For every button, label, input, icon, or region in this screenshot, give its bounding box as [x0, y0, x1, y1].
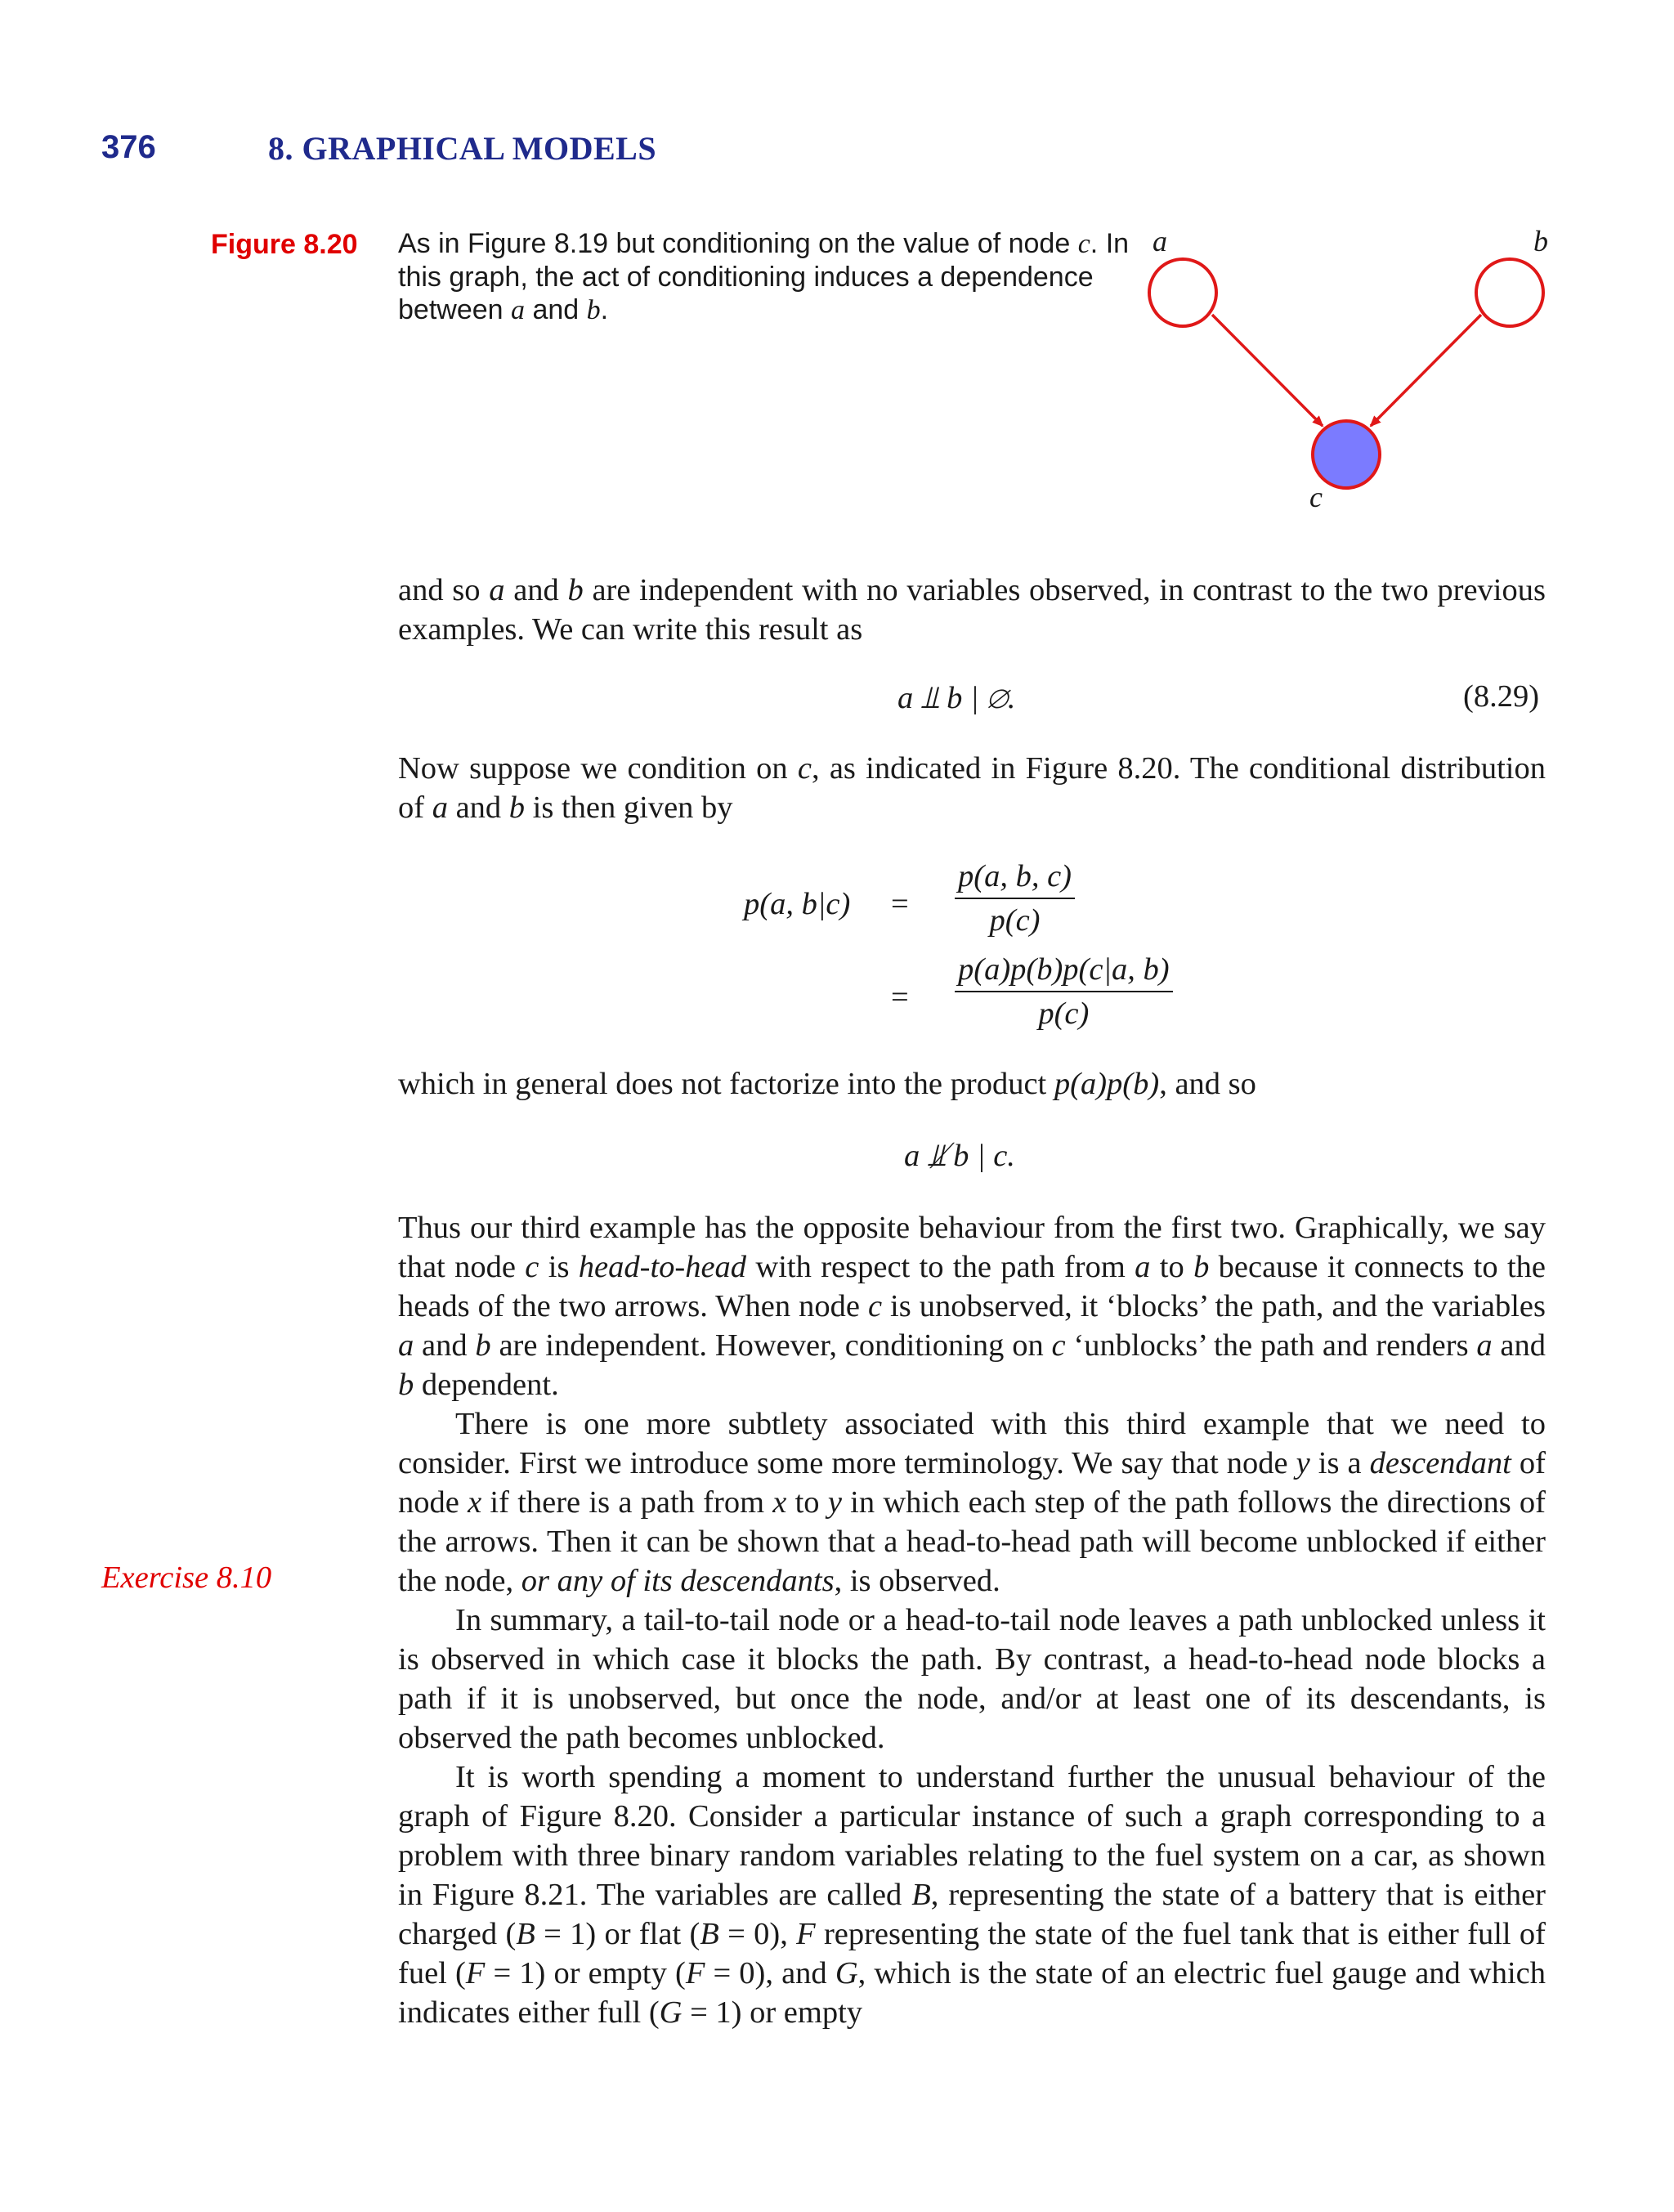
- equation-dependence: a ⫫̸ b | c.: [904, 1139, 1015, 1173]
- fraction-2: $\frac{p(a)p(b)p(c|a, b)}{p(c)}$: [955, 950, 1173, 1033]
- equation-number-8-29: (8.29): [1463, 679, 1540, 714]
- paragraph-independence: and so a and b are independent with no variables observed, in contrast to the two previous examples. We can write this result as: [398, 573, 1546, 647]
- equation-lhs: p(a, b|c): [744, 887, 851, 921]
- figure-label: Figure 8.20: [211, 229, 358, 260]
- node-b: [1476, 259, 1543, 326]
- equals-sign-1: =: [891, 887, 909, 921]
- node-c-observed: [1313, 421, 1380, 488]
- figure-caption: As in Figure 8.19 but conditioning on the value of node c. In this graph, the act of conditioning induces a dependence between a and b.: [398, 228, 1130, 325]
- node-c-label: c: [1309, 481, 1323, 513]
- edge-a-to-c: [1212, 315, 1323, 426]
- graphical-model-diagram: [1128, 225, 1569, 519]
- page-number: 376: [101, 129, 156, 165]
- paragraph-summary: In summary, a tail-to-tail node or a head-to-tail node leaves a path unblocked unless it is observed in which case it blocks the path. By contrast, a head-to-head node blocks a path if it is unobserved, but once the node, and/or at least one of its descendants, is observed the path becomes unblocked.: [398, 1603, 1546, 1755]
- paragraph-factorize: which in general does not factorize into the product p(a)p(b), and so: [398, 1067, 1256, 1101]
- paragraph-fuel-system: It is worth spending a moment to understand further the unusual behaviour of the graph of Figure 8.20. Consider a particular instance of such a graph corresponding to a problem with three binary random variables relating to the fuel system on a car, as shown in Figure 8.21. The variables are called B, representing the state of a battery that is either charged (B = 1) or flat (B = 0), F representing the state of the fuel tank that is either full of fuel (F = 1) or empty (F = 0), and G, which is the state of an electric fuel gauge and which indicates either full (G = 1) or empty: [398, 1760, 1546, 2030]
- equation-8-29: a ⫫ b | ∅.: [897, 681, 1016, 715]
- node-a: [1149, 259, 1216, 326]
- node-b-label: b: [1533, 225, 1548, 257]
- equals-sign-2: =: [891, 980, 909, 1014]
- paragraph-descendants: There is one more subtlety associated with this third example that we need to consider. First we introduce some more terminology. We say that node y is a descendant of node x if there is a path from x to y in which each step of the path follows the directions of the arrows. Then it can be shown that a head-to-head path will become unblocked if either the node, or any of its descendants, is observed.: [398, 1407, 1546, 1598]
- node-a-label: a: [1153, 225, 1167, 257]
- edge-b-to-c: [1371, 315, 1481, 426]
- body-text: [398, 1208, 1546, 2032]
- paragraph-condition-on-c: Now suppose we condition on c, as indicated in Figure 8.20. The conditional distribution of a and b is then given by: [398, 751, 1546, 825]
- chapter-title: 8. GRAPHICAL MODELS: [268, 130, 657, 167]
- exercise-reference[interactable]: Exercise 8.10: [101, 1560, 272, 1595]
- fraction-1: $\frac{p(a, b, c)}{p(c)}$: [955, 857, 1075, 940]
- paragraph-head-to-head: Thus our third example has the opposite behaviour from the first two. Graphically, we say that node c is head-to-head with respect to the path from a to b because it connects to the heads of the two arrows. When node c is unobserved, it ‘blocks’ the path, and the variables a and b are independent. However, conditioning on c ‘unblocks’ the path and renders a and b dependent.: [398, 1211, 1546, 1402]
